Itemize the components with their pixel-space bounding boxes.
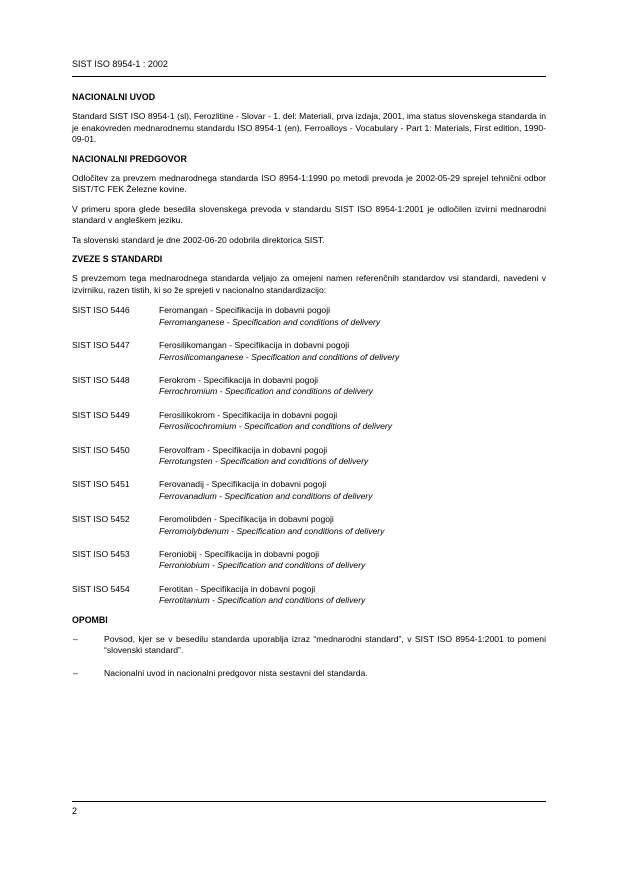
paragraph: Ta slovenski standard je dne 2002-06-20 odobrila direktorica SIST. (72, 234, 325, 245)
reference-title-sl: Ferosilikokrom - Specifikacija in dobavni pogoji (159, 409, 338, 420)
reference-row (72, 305, 546, 328)
reference-id: SIST ISO 5453 (72, 548, 130, 559)
reference-row (72, 479, 546, 502)
reference-title-en: Ferrochromium - Specification and conditions of delivery (159, 386, 373, 397)
reference-titles (159, 514, 546, 537)
note-bullet: – (73, 634, 78, 644)
reference-title-sl: Feromangan - Specifikacija in dobavni pogoji (159, 305, 331, 316)
reference-row (72, 584, 546, 607)
reference-id: SIST ISO 5448 (72, 374, 130, 385)
reference-title-en: Ferrotungsten - Specification and conditions of delivery (159, 455, 369, 466)
reference-titles (159, 410, 546, 433)
note-text: Povsod, kjer se v besedilu standarda uporablja izraz “mednarodni standard”, v SIST ISO 8954-1:2001 to pomeni “slovenski standard”. (104, 634, 546, 656)
section-nacionalni-predgovor (72, 154, 546, 246)
note-item (72, 668, 546, 679)
reference-title-sl: Feromolibden - Specifikacija in dobavni pogoji (159, 514, 334, 525)
section-heading: NACIONALNI UVOD (72, 92, 156, 102)
reference-title-en: Ferromanganese - Specification and conditions of delivery (159, 316, 381, 327)
paragraph: Odločitev za prevzem mednarodnega standarda ISO 8954-1:1990 po metodi prevoda je 2002-05-29 sprejel tehnični odbor SIST/TC FEK Železne kovine. (72, 173, 546, 195)
note-item (72, 634, 546, 657)
reference-titles (159, 549, 546, 572)
reference-row (72, 514, 546, 537)
section-heading: OPOMBI (72, 614, 108, 625)
section-zveze-s-standardi (72, 254, 546, 607)
note-text: Nacionalni uvod in nacionalni predgovor nista sestavni del standarda. (104, 667, 368, 678)
page-content (72, 92, 546, 690)
reference-id: SIST ISO 5451 (72, 479, 130, 490)
note-bullet: – (73, 667, 78, 678)
reference-title-sl: Ferotitan - Specifikacija in dobavni pogoji (159, 583, 316, 594)
reference-titles (159, 584, 546, 607)
reference-titles (159, 445, 546, 468)
reference-title-en: Ferrosilicomanganese - Specification and conditions of delivery (159, 351, 400, 362)
paragraph: Standard SIST ISO 8954-1 (sl), Ferozlitine - Slovar - 1. del: Materiali, prva izdaja, 2001, ima status slovenskega standarda in je enakovreden mednarodnemu standardu ISO 8954-1 (en), Ferroalloys - Vocabulary - Part 1: Materials, First edition, 1990-09-01. (72, 111, 546, 145)
reference-titles (159, 305, 546, 328)
reference-title-sl: Ferovolfram - Specifikacija in dobavni pogoji (159, 444, 328, 455)
reference-id: SIST ISO 5446 (72, 305, 130, 316)
footer-divider (72, 801, 546, 802)
reference-titles (159, 479, 546, 502)
page-number: 2 (72, 806, 78, 816)
reference-title-sl: Ferovanadij - Specifikacija in dobavni pogoji (159, 479, 327, 490)
reference-title-sl: Ferosilikomangan - Specifikacija in dobavni pogoji (159, 340, 350, 351)
page-header: SIST ISO 8954-1 : 2002 (72, 59, 546, 77)
reference-row (72, 340, 546, 363)
reference-row (72, 375, 546, 398)
reference-title-sl: Ferokrom - Specifikacija in dobavni pogoji (159, 374, 319, 385)
section-opombi (72, 615, 546, 680)
paragraph: S prevzemom tega mednarodnega standarda veljajo za omejeni namen referenčnih standardov vsi standardi, navedeni v izvirniku, razen tistih, ki so že sprejeti v nacionalno standardizacijo: (72, 273, 546, 295)
reference-title-en: Ferrotitanium - Specification and conditions of delivery (159, 595, 366, 606)
section-heading: NACIONALNI PREDGOVOR (72, 153, 187, 164)
reference-id: SIST ISO 5450 (72, 444, 130, 455)
reference-row (72, 445, 546, 468)
reference-title-sl: Feroniobij - Specifikacija in dobavni pogoji (159, 548, 320, 559)
reference-row (72, 410, 546, 433)
reference-id: SIST ISO 5447 (72, 340, 130, 351)
reference-id: SIST ISO 5449 (72, 409, 130, 420)
reference-id: SIST ISO 5452 (72, 514, 130, 525)
reference-titles (159, 375, 546, 398)
reference-row (72, 549, 546, 572)
reference-id: SIST ISO 5454 (72, 583, 130, 594)
paragraph: V primeru spora glede besedila slovenskega prevoda v standardu SIST ISO 8954-1:2001 je odločilen izvirni mednarodni standard v angleškem jeziku. (72, 203, 546, 226)
reference-title-en: Ferrosilicochromium - Specification and conditions of delivery (159, 421, 393, 432)
section-nacionalni-uvod (72, 92, 546, 146)
reference-title-en: Ferromolybdenum - Specification and conditions of delivery (159, 525, 385, 536)
reference-title-en: Ferrovanadium - Specification and conditions of delivery (159, 490, 373, 501)
reference-titles (159, 340, 546, 363)
reference-title-en: Ferroniobium - Specification and conditions of delivery (159, 560, 366, 571)
section-heading: ZVEZE S STANDARDI (72, 254, 163, 265)
